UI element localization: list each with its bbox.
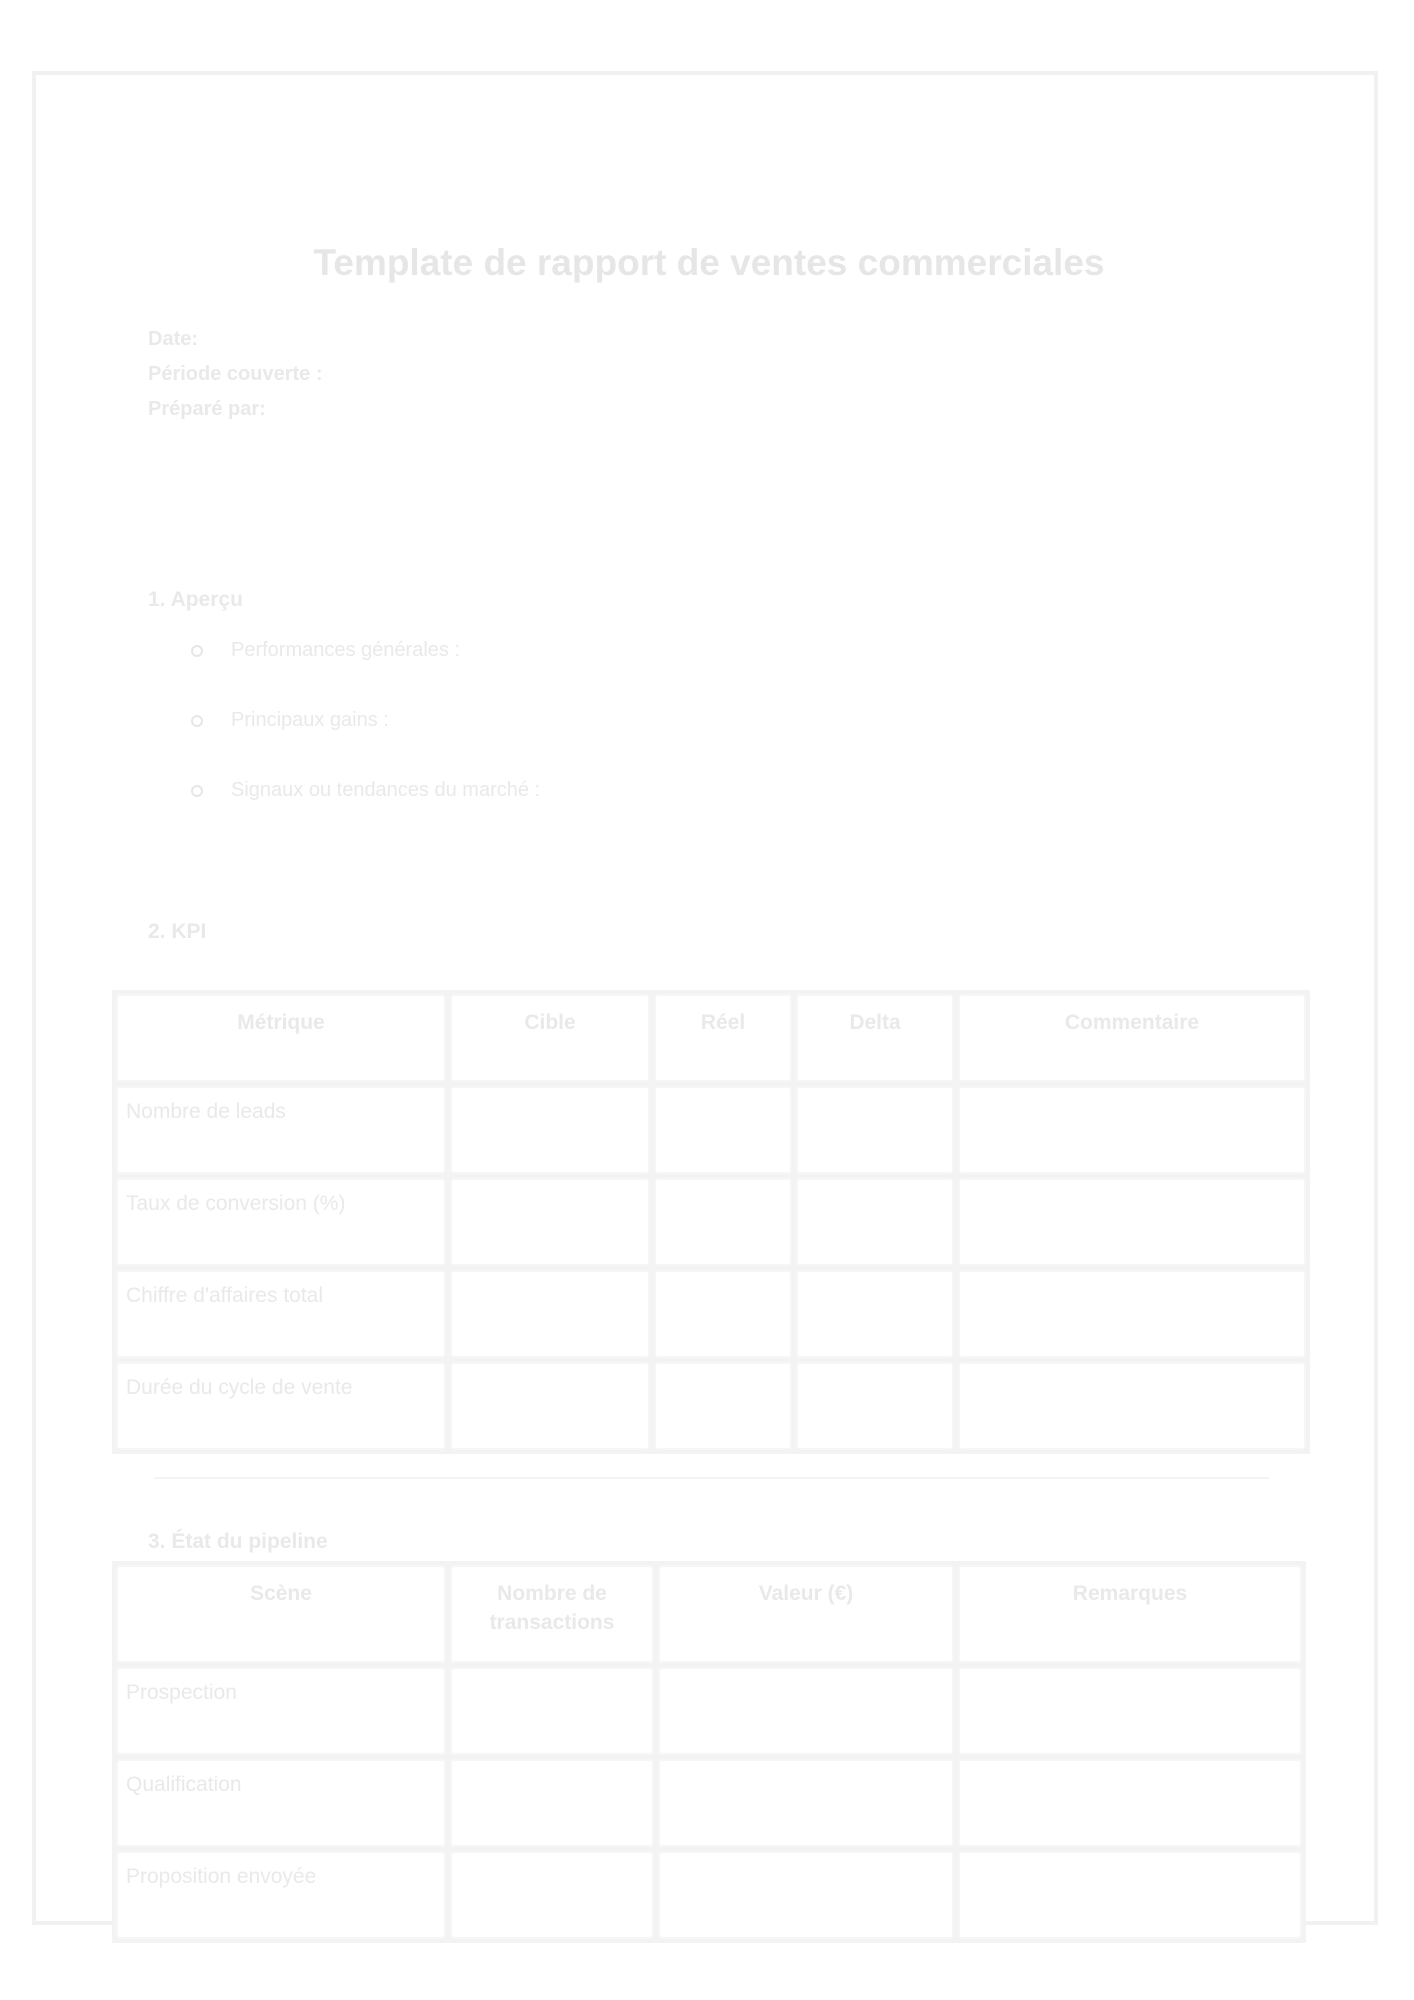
table-row [116,1270,1306,1358]
pipeline-table [112,1561,1306,1943]
column-header: Réel [654,994,792,1082]
table-row [116,1667,1302,1755]
table-cell [796,1362,954,1450]
table-cell [958,1086,1306,1174]
table-header-row [116,1565,1302,1663]
column-header: Delta [796,994,954,1082]
column-header: Remarques [958,1565,1302,1663]
table-cell [450,1086,650,1174]
table-cell [450,1178,650,1266]
column-header: Scène [116,1565,446,1663]
table-header-row [116,994,1306,1082]
table-cell [450,1759,654,1847]
section-overview-heading: 1. Aperçu [148,588,243,611]
kpi-table [112,990,1310,1454]
table-row [116,1362,1306,1450]
row-label: Taux de conversion (%) [116,1178,446,1266]
overview-bullet-list [191,635,540,845]
list-item: Principaux gains : [191,705,540,775]
table-cell [958,1759,1302,1847]
table-cell [450,1851,654,1939]
table-cell [654,1178,792,1266]
table-cell [796,1086,954,1174]
row-label: Durée du cycle de vente [116,1362,446,1450]
table-cell [654,1270,792,1358]
row-label: Prospection [116,1667,446,1755]
date-label: Date: [148,328,199,350]
table-cell [958,1362,1306,1450]
section-kpi-heading: 2. KPI [148,920,207,943]
table-cell [450,1362,650,1450]
period-label: Période couverte : [148,363,323,385]
table-cell [958,1178,1306,1266]
row-label: Nombre de leads [116,1086,446,1174]
document-page [32,71,1378,1925]
section-divider [154,1477,1269,1479]
table-row [116,1759,1302,1847]
column-header: Commentaire [958,994,1306,1082]
table-cell [796,1178,954,1266]
table-row [116,1851,1302,1939]
table-cell [958,1851,1302,1939]
list-item: Signaux ou tendances du marché : [191,775,540,845]
row-label: Proposition envoyée [116,1851,446,1939]
prepared-by-label: Préparé par: [148,398,266,420]
table-cell [450,1270,650,1358]
table-cell [654,1086,792,1174]
report-meta [148,322,323,427]
table-cell [658,1667,954,1755]
table-cell [658,1759,954,1847]
table-cell [658,1851,954,1939]
column-header: Nombre de transactions [450,1565,654,1663]
table-cell [654,1362,792,1450]
table-row [116,1086,1306,1174]
row-label: Qualification [116,1759,446,1847]
row-label: Chiffre d'affaires total [116,1270,446,1358]
table-cell [958,1667,1302,1755]
table-row [116,1178,1306,1266]
section-pipeline-heading: 3. État du pipeline [148,1530,328,1553]
document-title: Template de rapport de ventes commerciales [313,242,1105,283]
table-cell [958,1270,1306,1358]
column-header: Cible [450,994,650,1082]
table-cell [796,1270,954,1358]
list-item: Performances générales : [191,635,540,705]
table-cell [450,1667,654,1755]
column-header: Valeur (€) [658,1565,954,1663]
column-header: Métrique [116,994,446,1082]
